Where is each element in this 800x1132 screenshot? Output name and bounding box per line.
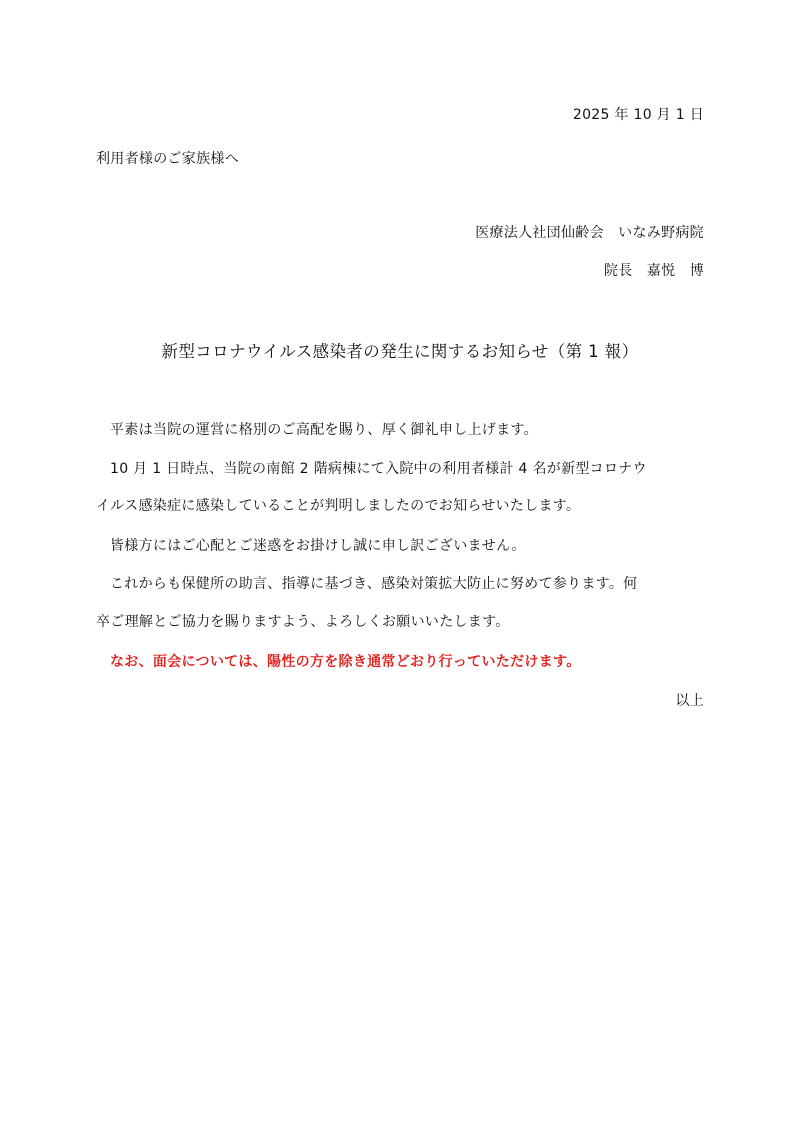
sender-organization: 医療法人社団仙齢会 いなみ野病院 (475, 225, 704, 241)
letter-date: 2025 年 10 月 1 日 (572, 107, 704, 123)
body-paragraph-measures-line-1: これからも保健所の助言、指導に基づき、感染対策拡大防止に努めて参ります。何 (110, 576, 638, 592)
body-paragraph-greeting: 平素は当院の運営に格別のご高配を賜り、厚く御礼申し上げます。 (110, 422, 538, 438)
letter-title: 新型コロナウイルス感染者の発生に関するお知らせ（第 1 報） (161, 342, 639, 361)
visitation-notice: なお、面会については、陽性の方を除き通常どおり行っていただけます。 (110, 654, 581, 670)
letter-recipient: 利用者様のご家族様へ (96, 151, 239, 167)
body-paragraph-report-line-2: イルス感染症に感染していることが判明しましたのでお知らせいたします。 (96, 498, 581, 514)
body-paragraph-report-line-1: 10 月 1 日時点、当院の南館 2 階病棟にて入院中の利用者様計 4 名が新型コロナウ (110, 461, 647, 477)
sender-director: 院長 嘉悦 博 (603, 263, 704, 279)
body-paragraph-measures-line-2: 卒ご理解とご協力を賜りますよう、よろしくお願いいたします。 (96, 614, 510, 630)
letter-closing: 以上 (675, 693, 704, 709)
body-paragraph-apology: 皆様方にはご心配とご迷惑をお掛けし誠に申し訳ございません。 (110, 538, 526, 554)
